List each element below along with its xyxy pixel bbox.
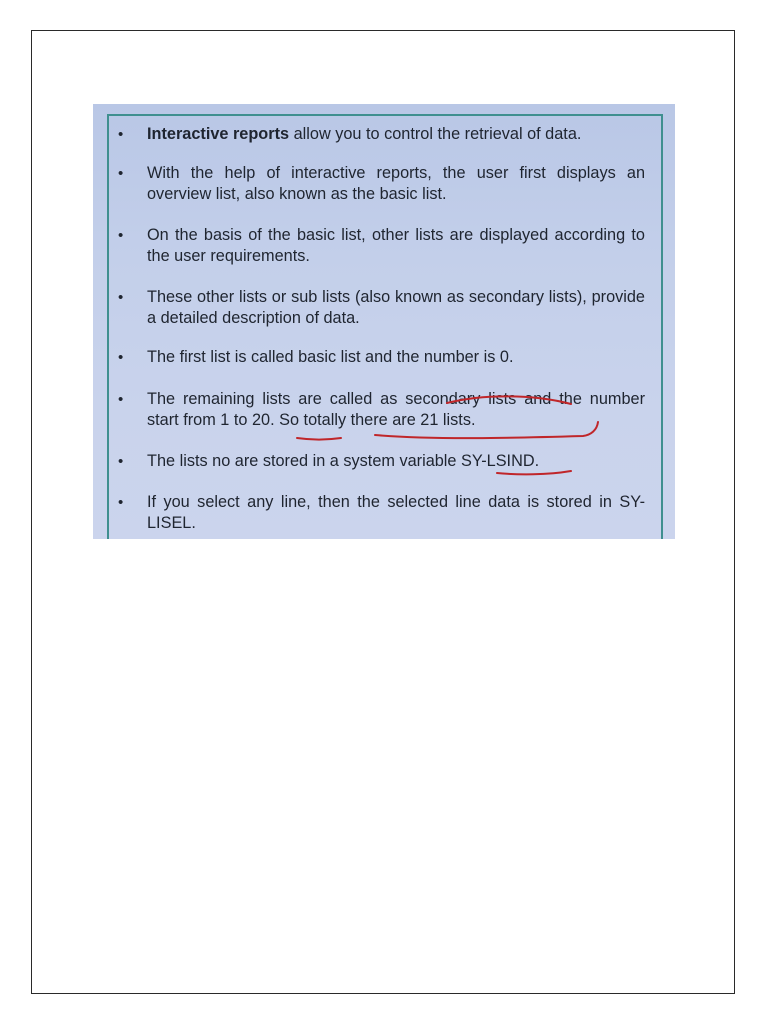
bullet-text: The lists no are stored in a system variable SY-LSIND. [147, 452, 540, 470]
bullet-text: With the help of interactive reports, the user first displays an overview list, also known as the basic list. [147, 164, 645, 203]
bullet-icon: • [118, 453, 124, 470]
list-item [109, 124, 661, 145]
list-item [109, 451, 661, 472]
list-item [109, 492, 661, 534]
slide-content-box [107, 114, 663, 539]
bullet-text: The remaining lists are called as secondary lists and the number start from 1 to 20. So totally there are 21 lists. [147, 390, 645, 429]
bullet-icon: • [118, 227, 124, 244]
bullet-icon: • [118, 289, 124, 306]
bullet-text: On the basis of the basic list, other lists are displayed according to the user requirements. [147, 226, 645, 265]
slide-photo [93, 104, 675, 539]
list-item [109, 389, 661, 431]
bullet-text: allow you to control the retrieval of data. [289, 125, 582, 143]
list-item [109, 163, 661, 205]
bullet-icon: • [118, 165, 124, 182]
bullet-icon: • [118, 391, 124, 408]
bullet-icon: • [118, 494, 124, 511]
bullet-text: These other lists or sub lists (also known as secondary lists), provide a detailed description of data. [147, 288, 645, 327]
list-item [109, 225, 661, 267]
bullet-icon: • [118, 349, 124, 366]
bullet-text: The first list is called basic list and the number is 0. [147, 348, 514, 366]
bullet-icon: • [118, 126, 124, 143]
list-item [109, 287, 661, 329]
bullet-text: If you select any line, then the selected line data is stored in SY-LISEL. [147, 493, 645, 532]
bullet-bold-text: Interactive reports [147, 125, 290, 143]
list-item [109, 347, 661, 368]
